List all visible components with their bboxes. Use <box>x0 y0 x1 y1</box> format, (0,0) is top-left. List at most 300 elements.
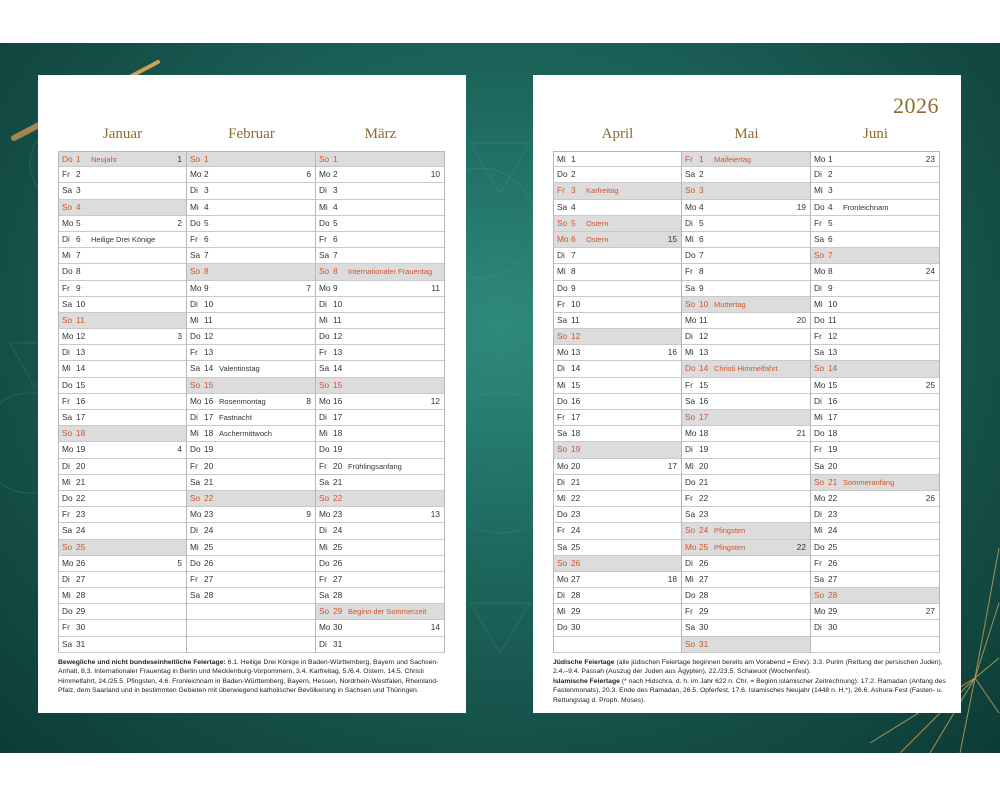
day-number: 22 <box>571 492 581 503</box>
week-number: 25 <box>925 379 935 390</box>
day-number: 25 <box>699 541 709 552</box>
day-number: 2 <box>333 169 338 180</box>
day-cell <box>59 426 186 442</box>
weekday-label: Di <box>319 412 327 422</box>
day-number: 29 <box>76 606 86 617</box>
weekday-label: Di <box>190 525 198 536</box>
day-cell <box>554 232 681 248</box>
day-cell <box>316 442 444 458</box>
week-number: 3 <box>177 331 182 342</box>
day-number: 24 <box>828 525 838 536</box>
day-cell <box>316 183 444 199</box>
day-number: 20 <box>333 460 343 471</box>
weekday-label: Sa <box>62 412 73 422</box>
weekday-label: Sa <box>190 363 201 374</box>
day-number: 24 <box>204 525 214 536</box>
day-cell <box>811 620 939 636</box>
day-cell <box>811 248 939 264</box>
day-cell <box>59 540 186 556</box>
day-cell <box>59 329 186 345</box>
day-number: 8 <box>204 266 209 277</box>
day-number: 8 <box>333 266 338 277</box>
day-cell <box>59 442 186 458</box>
weekday-label: Do <box>62 154 73 164</box>
month-column <box>58 151 187 653</box>
day-cell <box>682 329 810 345</box>
day-number: 27 <box>699 573 709 584</box>
day-number: 14 <box>204 363 214 374</box>
calendar-page-left <box>38 75 466 713</box>
weekday-label: Do <box>319 557 330 568</box>
day-number: 26 <box>828 557 838 568</box>
weekday-label: Mi <box>557 266 566 277</box>
day-number: 10 <box>571 298 581 309</box>
day-number: 4 <box>204 201 209 212</box>
day-number: 5 <box>571 217 576 228</box>
weekday-label: So <box>319 379 330 390</box>
day-number: 13 <box>76 347 86 358</box>
week-number: 13 <box>430 509 440 520</box>
day-number: 3 <box>828 185 833 196</box>
jewish-holidays-text: (alle jüdischen Feiertage beginnen bereits am Vorabend = Erev): 3.3. Purim (Rettung der persischen Juden), 2.4.–9.4. Passah (Auszug der Juden aus Ägypten), 22./23.5. Schawuot (Wochenfest). <box>553 659 943 676</box>
day-cell <box>316 540 444 556</box>
weekday-label: So <box>319 154 330 164</box>
day-cell <box>316 313 444 329</box>
day-cell <box>316 604 444 620</box>
weekday-label: Di <box>814 509 822 520</box>
weekday-label: So <box>685 525 696 536</box>
weekday-label: Fr <box>62 282 70 293</box>
day-number: 4 <box>76 201 81 212</box>
weekday-label: Di <box>319 185 327 196</box>
event-label: Internationaler Frauentag <box>348 267 433 277</box>
day-cell <box>316 361 444 377</box>
month-title-januar: Januar <box>102 126 143 142</box>
day-number: 21 <box>204 476 214 487</box>
day-cell <box>811 604 939 620</box>
weekday-label: Di <box>62 460 70 471</box>
weekday-label: Sa <box>319 363 330 374</box>
day-cell <box>554 167 681 183</box>
weekday-label: Fr <box>319 460 327 471</box>
day-cell <box>554 620 681 636</box>
day-cell <box>59 378 186 394</box>
day-cell <box>682 361 810 377</box>
weekday-label: Sa <box>62 185 73 196</box>
day-number: 2 <box>204 169 209 180</box>
day-cell <box>316 151 444 167</box>
day-cell <box>554 264 681 280</box>
day-cell <box>187 248 315 264</box>
weekday-label: So <box>814 363 825 374</box>
weekday-label: Mi <box>814 298 823 309</box>
islamic-holidays-title: Islamische Feiertage <box>553 677 620 685</box>
weekday-label: So <box>62 541 73 552</box>
month-grid-right <box>553 151 940 653</box>
day-number: 21 <box>333 476 343 487</box>
day-number: 7 <box>571 250 576 261</box>
day-cell <box>682 394 810 410</box>
day-number: 9 <box>204 282 209 293</box>
weekday-label: Mo <box>62 444 74 455</box>
weekday-label: Mi <box>557 606 566 617</box>
day-cell <box>187 556 315 572</box>
day-number: 15 <box>828 379 838 390</box>
day-cell <box>554 556 681 572</box>
weekday-label: Mo <box>190 282 202 293</box>
day-number: 1 <box>699 154 704 164</box>
day-number: 18 <box>571 428 581 439</box>
day-number: 12 <box>76 331 86 342</box>
day-number: 28 <box>204 590 214 601</box>
weekday-label: Mo <box>814 379 826 390</box>
jewish-holidays-title: Jüdische Feiertage <box>553 659 615 666</box>
day-cell <box>682 345 810 361</box>
day-cell <box>187 281 315 297</box>
day-cell <box>554 345 681 361</box>
weekday-label: Sa <box>685 282 696 293</box>
weekday-label: Fr <box>62 622 70 633</box>
weekday-label: Mo <box>557 233 569 244</box>
day-cell <box>682 491 810 507</box>
weekday-label: Di <box>319 638 327 649</box>
day-number: 18 <box>333 428 343 439</box>
weekday-label: So <box>685 185 696 196</box>
day-cell <box>811 281 939 297</box>
weekday-label: Mi <box>814 185 823 196</box>
weekday-label: Do <box>685 476 696 487</box>
day-number: 5 <box>204 217 209 228</box>
weekday-label: Di <box>62 347 70 358</box>
weekday-label: Mo <box>190 395 202 406</box>
day-number: 29 <box>828 606 838 617</box>
week-number: 19 <box>796 201 806 212</box>
weekday-label: Fr <box>685 154 693 164</box>
day-number: 27 <box>571 573 581 584</box>
weekday-label: Di <box>814 282 822 293</box>
day-number: 23 <box>699 509 709 520</box>
weekday-label: Sa <box>557 428 568 439</box>
day-cell <box>811 329 939 345</box>
day-number: 6 <box>571 233 576 244</box>
day-cell <box>554 394 681 410</box>
day-cell <box>187 200 315 216</box>
day-cell <box>59 361 186 377</box>
year-label: 2026 <box>893 93 939 118</box>
month-column <box>811 151 940 653</box>
weekday-label: Mo <box>685 541 697 552</box>
day-cell <box>554 426 681 442</box>
day-cell <box>554 183 681 199</box>
day-number: 6 <box>204 233 209 244</box>
event-label: Pfingsten <box>714 542 746 552</box>
empty-day-cell <box>187 620 315 636</box>
day-cell <box>811 200 939 216</box>
week-number: 27 <box>925 606 935 617</box>
day-cell <box>682 556 810 572</box>
weekday-label: Do <box>319 444 330 455</box>
weekday-label: Mo <box>319 509 331 520</box>
weekday-label: Do <box>319 331 330 342</box>
day-number: 3 <box>333 185 338 196</box>
day-cell <box>59 556 186 572</box>
weekday-label: Di <box>319 525 327 536</box>
day-number: 4 <box>828 201 833 212</box>
month-title-maerz: März <box>364 126 397 142</box>
event-label: Ostern <box>586 218 609 228</box>
weekday-label: Do <box>814 428 825 439</box>
empty-day-cell <box>187 637 315 653</box>
day-number: 8 <box>699 266 704 277</box>
weekday-label: Sa <box>557 201 568 212</box>
day-cell <box>811 345 939 361</box>
day-number: 20 <box>76 460 86 471</box>
weekday-label: Sa <box>557 541 568 552</box>
weekday-label: Di <box>557 250 565 261</box>
month-headers <box>553 126 940 150</box>
day-number: 30 <box>571 622 581 633</box>
day-number: 21 <box>828 476 838 487</box>
day-cell <box>316 248 444 264</box>
day-number: 16 <box>828 395 838 406</box>
day-number: 6 <box>333 233 338 244</box>
day-cell <box>811 410 939 426</box>
day-cell <box>554 572 681 588</box>
day-cell <box>187 523 315 539</box>
day-cell <box>59 313 186 329</box>
weekday-label: Mi <box>190 314 199 325</box>
day-cell <box>554 281 681 297</box>
day-number: 12 <box>204 331 214 342</box>
day-number: 13 <box>571 347 581 358</box>
day-cell <box>316 572 444 588</box>
weekday-label: Sa <box>557 314 568 325</box>
day-number: 9 <box>333 282 338 293</box>
day-number: 3 <box>204 185 209 196</box>
day-number: 10 <box>76 298 86 309</box>
weekday-label: So <box>62 428 73 439</box>
weekday-label: Do <box>685 590 696 601</box>
day-number: 19 <box>204 444 214 455</box>
day-number: 27 <box>76 573 86 584</box>
day-number: 20 <box>204 460 214 471</box>
day-cell <box>59 410 186 426</box>
day-number: 20 <box>828 460 838 471</box>
week-number: 7 <box>306 282 311 293</box>
day-number: 5 <box>333 217 338 228</box>
day-number: 18 <box>699 428 709 439</box>
day-number: 19 <box>333 444 343 455</box>
day-number: 17 <box>76 412 86 422</box>
day-number: 15 <box>76 379 86 390</box>
day-number: 20 <box>571 460 581 471</box>
day-cell <box>316 426 444 442</box>
day-cell <box>554 200 681 216</box>
week-number: 20 <box>796 314 806 325</box>
weekday-label: Fr <box>190 460 198 471</box>
day-number: 27 <box>828 573 838 584</box>
weekday-label: Sa <box>62 298 73 309</box>
day-cell <box>682 183 810 199</box>
weekday-label: So <box>190 266 201 277</box>
day-cell <box>316 378 444 394</box>
day-number: 16 <box>76 395 86 406</box>
day-cell <box>59 620 186 636</box>
weekday-label: Fr <box>62 509 70 520</box>
event-label: Rosenmontag <box>219 396 266 406</box>
day-number: 3 <box>76 185 81 196</box>
day-number: 6 <box>76 233 81 244</box>
day-cell <box>316 475 444 491</box>
week-number: 24 <box>925 266 935 277</box>
day-cell <box>187 588 315 604</box>
day-number: 14 <box>828 363 838 374</box>
day-number: 10 <box>333 298 343 309</box>
weekday-label: Di <box>685 217 693 228</box>
weekday-label: Mi <box>814 412 823 422</box>
day-cell <box>187 507 315 523</box>
empty-day-cell <box>554 637 681 653</box>
week-number: 6 <box>306 169 311 180</box>
weekday-label: Fr <box>685 606 693 617</box>
day-number: 28 <box>76 590 86 601</box>
weekday-label: So <box>557 331 568 342</box>
day-cell <box>682 604 810 620</box>
day-cell <box>554 329 681 345</box>
day-number: 17 <box>333 412 343 422</box>
week-number: 8 <box>306 395 311 406</box>
weekday-label: Fr <box>557 298 565 309</box>
day-cell <box>811 151 939 167</box>
day-cell <box>187 297 315 313</box>
day-cell <box>682 167 810 183</box>
weekday-label: Sa <box>190 250 201 261</box>
weekday-label: Di <box>319 298 327 309</box>
day-cell <box>682 151 810 167</box>
day-number: 1 <box>76 154 81 164</box>
day-number: 8 <box>828 266 833 277</box>
day-cell <box>554 313 681 329</box>
day-cell <box>554 507 681 523</box>
day-number: 3 <box>699 185 704 196</box>
weekday-label: Di <box>685 331 693 342</box>
event-label: Christi Himmelfahrt <box>714 364 778 374</box>
day-cell <box>316 297 444 313</box>
day-number: 3 <box>571 185 576 196</box>
weekday-label: Fr <box>685 266 693 277</box>
day-cell <box>59 297 186 313</box>
day-cell <box>811 459 939 475</box>
weekday-label: Fr <box>62 169 70 180</box>
day-cell <box>59 637 186 653</box>
day-cell <box>554 248 681 264</box>
day-number: 29 <box>571 606 581 617</box>
day-number: 26 <box>333 557 343 568</box>
day-number: 11 <box>828 314 837 325</box>
day-number: 7 <box>204 250 209 261</box>
weekday-label: Di <box>190 412 198 422</box>
weekday-label: Mo <box>190 509 202 520</box>
day-cell <box>811 572 939 588</box>
day-cell <box>187 426 315 442</box>
footnote-title: Bewegliche und nicht bundeseinheitliche Feiertage: <box>58 659 226 666</box>
weekday-label: Mi <box>319 314 328 325</box>
day-number: 5 <box>76 217 81 228</box>
weekday-label: Fr <box>814 217 822 228</box>
event-label: Fronleichnam <box>843 202 889 212</box>
day-number: 26 <box>571 557 581 568</box>
weekday-label: Fr <box>814 557 822 568</box>
day-number: 23 <box>571 509 581 520</box>
event-label: Valentinstag <box>219 364 260 374</box>
day-cell <box>554 410 681 426</box>
weekday-label: Mi <box>814 525 823 536</box>
weekday-label: Fr <box>319 233 327 244</box>
day-number: 18 <box>76 428 86 439</box>
day-number: 12 <box>571 331 581 342</box>
day-cell <box>316 167 444 183</box>
weekday-label: Do <box>557 282 568 293</box>
day-number: 11 <box>571 314 580 325</box>
day-number: 10 <box>699 298 709 309</box>
day-cell <box>316 588 444 604</box>
weekday-label: So <box>190 154 201 164</box>
day-cell <box>811 167 939 183</box>
day-number: 11 <box>333 314 342 325</box>
day-number: 12 <box>333 331 343 342</box>
weekday-label: Sa <box>62 525 73 536</box>
weekday-label: Mo <box>557 347 569 358</box>
day-number: 24 <box>571 525 581 536</box>
day-cell <box>187 232 315 248</box>
day-number: 2 <box>828 169 833 180</box>
weekday-label: Mi <box>62 250 71 261</box>
day-number: 22 <box>76 492 86 503</box>
weekday-label: Di <box>190 298 198 309</box>
weekday-label: Sa <box>62 638 73 649</box>
weekday-label: Mi <box>557 154 566 164</box>
weekday-label: Do <box>190 557 201 568</box>
day-number: 1 <box>333 154 338 164</box>
day-cell <box>682 620 810 636</box>
day-number: 2 <box>699 169 704 180</box>
weekday-label: Di <box>814 169 822 180</box>
day-cell <box>187 491 315 507</box>
weekday-label: Do <box>190 331 201 342</box>
day-cell <box>811 426 939 442</box>
weekday-label: Mo <box>685 201 697 212</box>
weekday-label: Mi <box>62 476 71 487</box>
day-cell <box>554 540 681 556</box>
day-number: 19 <box>76 444 86 455</box>
day-cell <box>811 232 939 248</box>
religious-holidays-footnote <box>553 658 948 705</box>
day-number: 6 <box>828 233 833 244</box>
weekday-label: So <box>62 314 73 325</box>
weekday-label: Do <box>62 492 73 503</box>
weekday-label: Fr <box>814 331 822 342</box>
weekday-label: Mi <box>557 379 566 390</box>
day-cell <box>811 216 939 232</box>
day-number: 15 <box>699 379 709 390</box>
day-cell <box>187 378 315 394</box>
month-column <box>316 151 445 653</box>
day-number: 2 <box>76 169 81 180</box>
weekday-label: Mi <box>319 428 328 439</box>
weekday-label: Di <box>685 444 693 455</box>
day-number: 19 <box>699 444 709 455</box>
weekday-label: Sa <box>685 169 696 180</box>
